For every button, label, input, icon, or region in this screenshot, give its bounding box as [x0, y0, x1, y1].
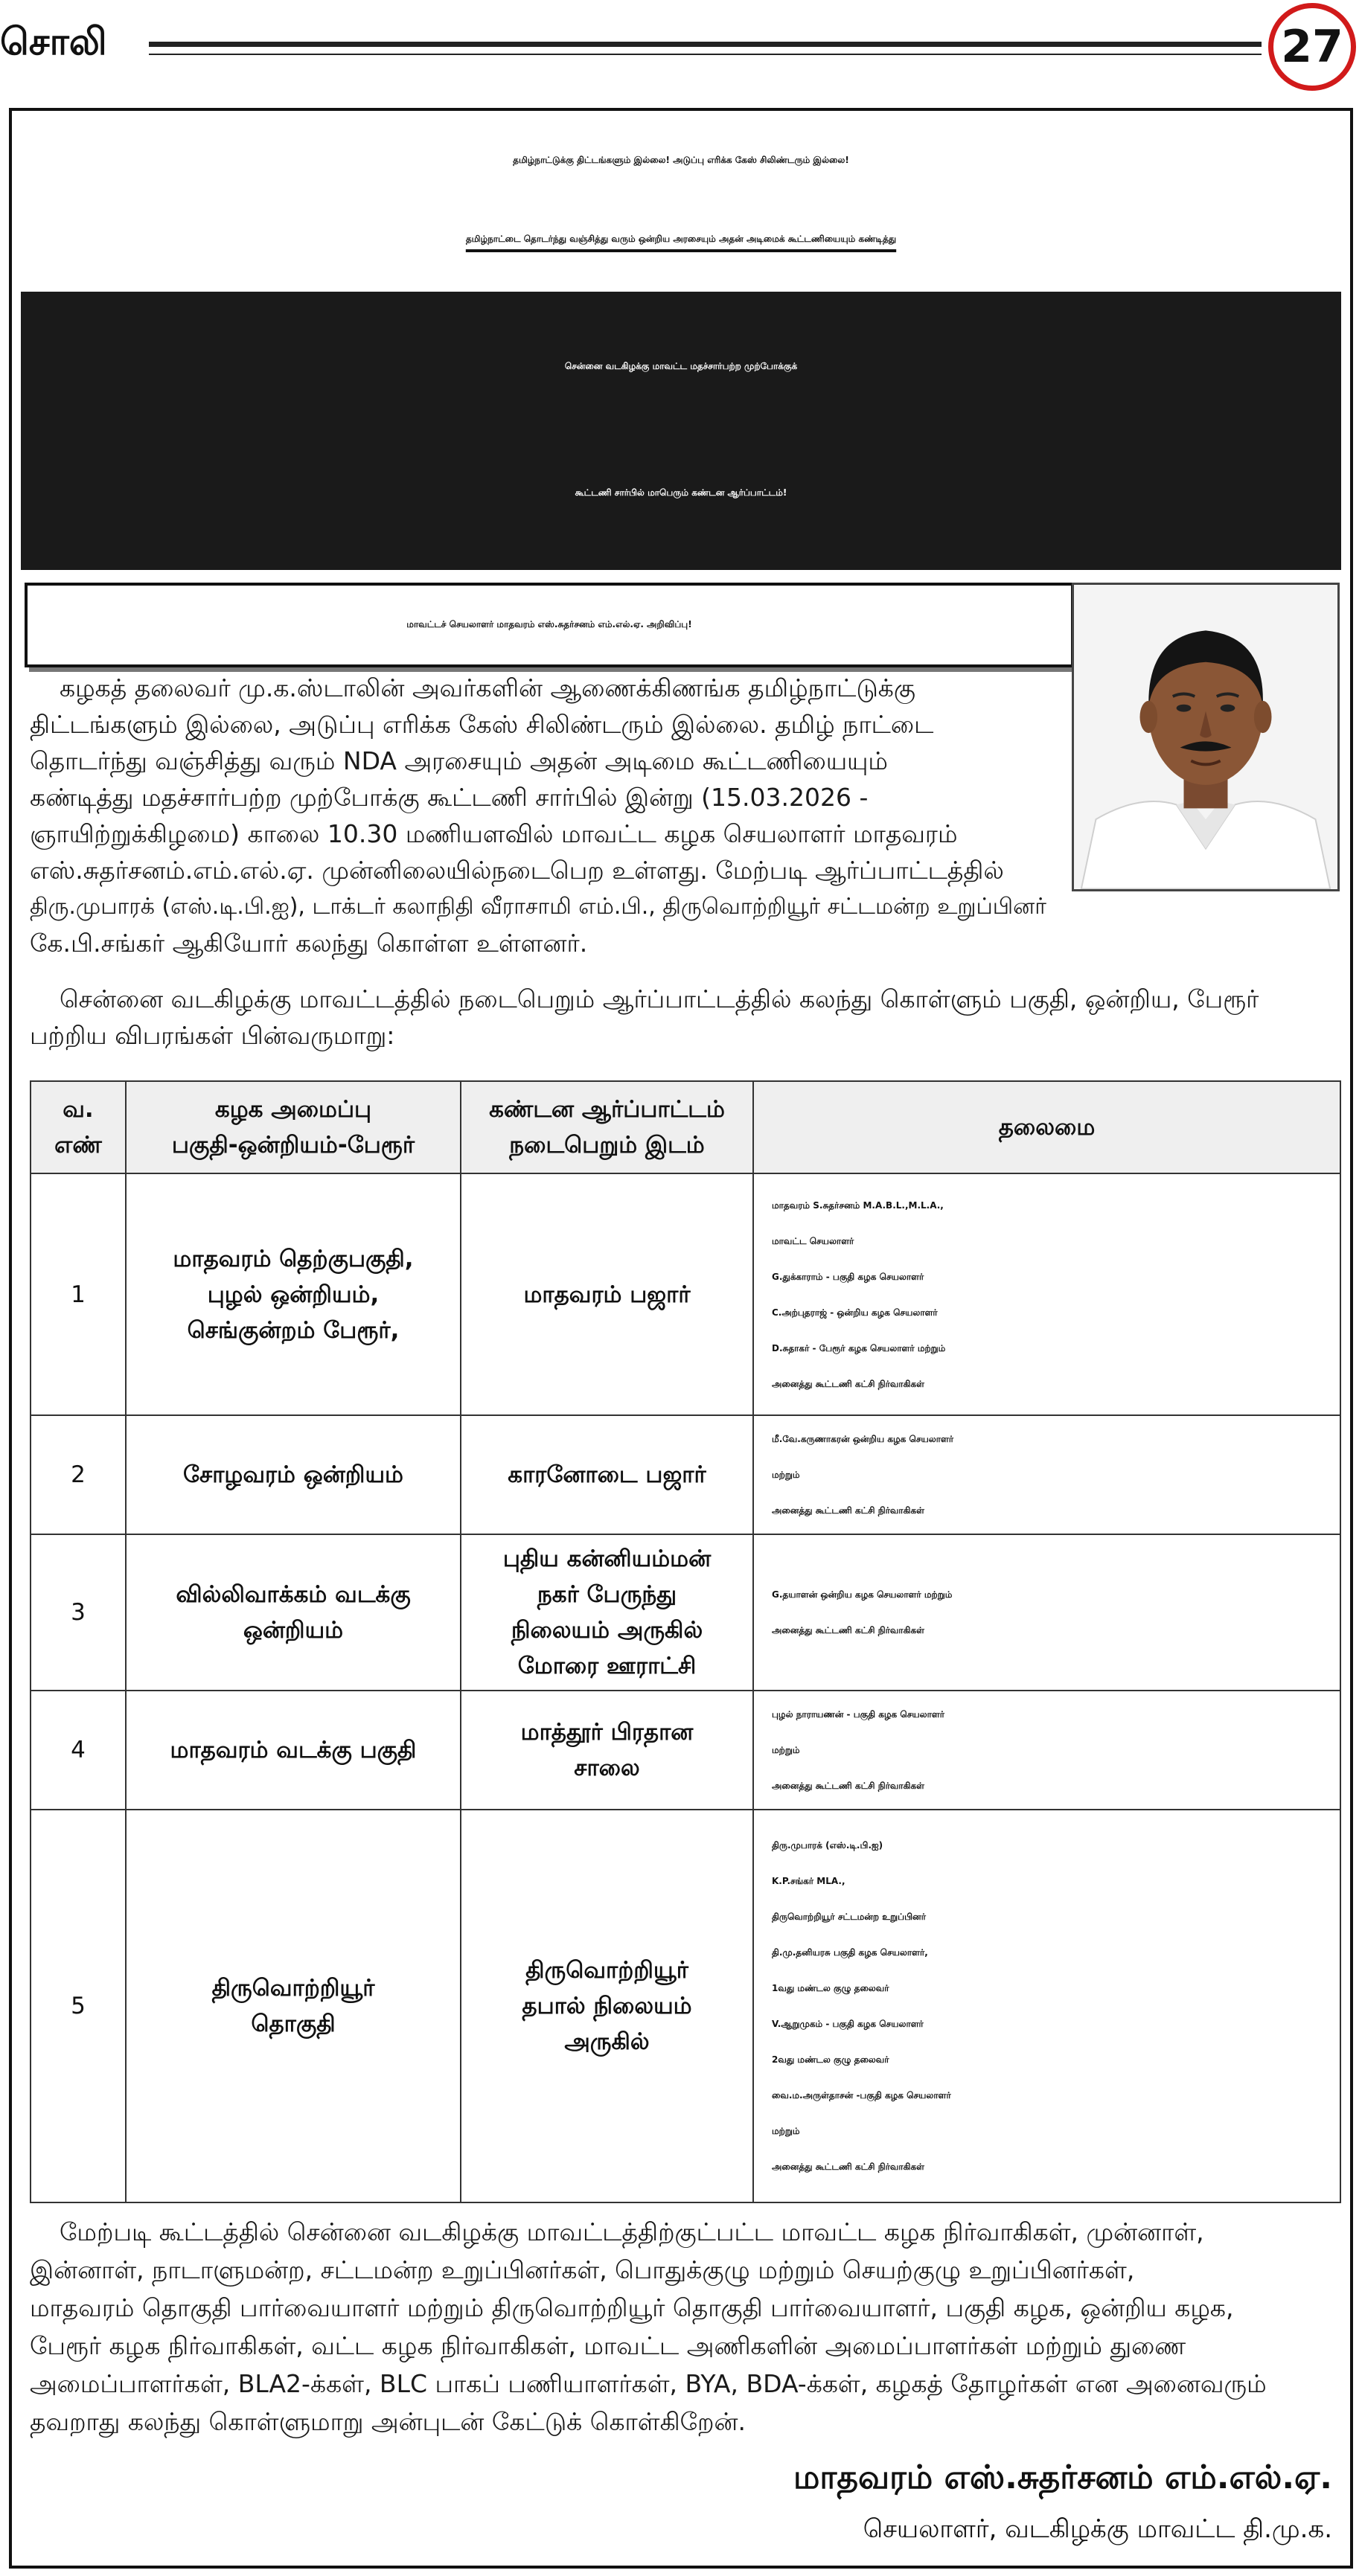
- intro-line: தொடர்ந்து வஞ்சித்து வரும் NDA அரசையும் அதன் அடிமை கூட்டணியையும்: [30, 746, 888, 775]
- main-banner: [21, 292, 1341, 570]
- closing-line: மாதவரம் தொகுதி பார்வையாளர் மற்றும் திருவொற்றியூர் தொகுதி பார்வையாளர், பகுதி கழக, ஒன்றிய கழக,: [30, 2293, 1234, 2322]
- intro-line: ஞாயிற்றுக்கிழமை) காலை 10.30 மணியளவில் மாவட்ட கழக செயலாளர் மாதவரம்: [30, 819, 958, 848]
- table-row: [31, 1534, 1340, 1691]
- table-row: [31, 1415, 1340, 1534]
- closing-line: பேரூர் கழக நிர்வாகிகள், வட்ட கழக நிர்வாகிகள், மாவட்ட அணிகளின் அமைப்பாளர்கள் மற்றும் துணை: [30, 2331, 1186, 2360]
- intro-line: கே.பி.சங்கர் ஆகியோர் கலந்து கொள்ள உள்ளனர்.: [30, 929, 588, 958]
- page-number: 27: [1268, 3, 1356, 91]
- intro-line: கண்டித்து மதச்சார்பற்ற முற்போக்கு கூட்டணி சார்பில் இன்று (15.03.2026 -: [30, 783, 869, 812]
- closing-line: இன்னாள், நாடாளுமன்ற, சட்டமன்ற உறுப்பினர்கள், பொதுக்குழு மற்றும் செயற்குழு உறுப்பினர்கள்,: [30, 2255, 1135, 2284]
- cell-unit: திருவொற்றியூர் தொகுதி: [126, 1810, 461, 2202]
- newspaper-name: சொலி: [0, 20, 107, 63]
- intro-line: திட்டங்களும் இல்லை, அடுப்பு எரிக்க கேஸ் சிலிண்டரும் இல்லை. தமிழ் நாட்டை: [30, 710, 934, 739]
- cell-unit: வில்லிவாக்கம் வடக்கு ஒன்றியம்: [126, 1534, 461, 1691]
- cell-unit: சோழவரம் ஒன்றியம்: [126, 1415, 461, 1534]
- closing-line: தவறாது கலந்து கொள்ளுமாறு அன்புடன் கேட்டுக் கொள்கிறேன்.: [30, 2407, 746, 2436]
- banner-line-2: கூட்டணி சார்பில் மாபெரும் கண்டன ஆர்ப்பாட்டம்!: [575, 487, 787, 498]
- cell-unit: மாதவரம் தெற்குபகுதி, புழல் ஒன்றியம், செங்குன்றம் பேரூர்,: [126, 1173, 461, 1415]
- signature-title: செயலாளர், வடகிழக்கு மாவட்ட தி.மு.க.: [863, 2514, 1332, 2544]
- headline-2: தமிழ்நாட்டை தொடர்ந்து வஞ்சித்து வரும் ஒன்றிய அரசையும் அதன் அடிமைக் கூட்டணியையும் கண்டித்து: [465, 234, 897, 244]
- header-venue: கண்டன ஆர்ப்பாட்டம் நடைபெறும் இடம்: [461, 1081, 753, 1173]
- cell-unit: மாதவரம் வடக்கு பகுதி: [126, 1691, 461, 1810]
- table-row: [31, 1810, 1340, 2202]
- table-row: [31, 1173, 1340, 1415]
- cell-serial: 5: [31, 1810, 126, 2202]
- cell-venue: மாத்தூர் பிரதான சாலை: [461, 1691, 753, 1810]
- closing-line: மேற்படி கூட்டத்தில் சென்னை வடகிழக்கு மாவட்டத்திற்குட்பட்ட மாவட்ட கழக நிர்வாகிகள், முன்னாள்,: [60, 2217, 1204, 2246]
- header-leaders: தலைமை: [753, 1081, 1340, 1173]
- notice-heading: மாவட்டச் செயலாளர் மாதவரம் எஸ்.சுதர்சனம் எம்.எல்.ஏ. அறிவிப்பு!: [25, 583, 1074, 667]
- cell-leaders: மாதவரம் S.சுதர்சனம் M.A.B.L.,M.L.A., மாவட்ட செயலாளர் G.துக்காராம் - பகுதி கழக செயலாளர் C.அற்புதராஜ் - ஒன்றிய கழக செயலாளர் D.சுதாகர் - பேரூர் கழக செயலாளர் மற்றும் அனைத்து கூட்டணி கட்சி நிர்வாகிகள்: [753, 1173, 1340, 1415]
- header-unit: கழக அமைப்பு பகுதி-ஒன்றியம்-பேரூர்: [126, 1081, 461, 1173]
- cell-venue: திருவொற்றியூர் தபால் நிலையம் அருகில்: [461, 1810, 753, 2202]
- cell-serial: 3: [31, 1534, 126, 1691]
- details-intro-line: பற்றிய விபரங்கள் பின்வருமாறு:: [30, 1021, 395, 1050]
- headline-1: தமிழ்நாட்டுக்கு திட்டங்களும் இல்லை! அடுப்பு எரிக்க கேஸ் சிலிண்டரும் இல்லை!: [513, 155, 849, 165]
- details-intro-line: சென்னை வடகிழக்கு மாவட்டத்தில் நடைபெறும் ஆர்ப்பாட்டத்தில் கலந்து கொள்ளும் பகுதி, ஒன்றிய, பேரூர்: [60, 984, 1259, 1013]
- intro-line: எஸ்.சுதர்சனம்.எம்.எல்.ஏ. முன்னிலையில்நடைபெற உள்ளது. மேற்படி ஆர்ப்பாட்டத்தில்: [30, 856, 1004, 885]
- table-header-row: [31, 1081, 1340, 1173]
- header-rule-thin: [149, 54, 1262, 55]
- page-header: [0, 0, 1362, 100]
- cell-venue: புதிய கன்னியம்மன் நகர் பேருந்து நிலையம் அருகில் மோரை ஊராட்சி: [461, 1534, 753, 1691]
- protest-venue-table: [30, 1080, 1341, 2203]
- cell-venue: மாதவரம் பஜார்: [461, 1173, 753, 1415]
- secretary-photo: [1072, 583, 1340, 891]
- cell-leaders: மீ.வே.கருணாகரன் ஒன்றிய கழக செயலாளர் மற்றும் அனைத்து கூட்டணி கட்சி நிர்வாகிகள்: [753, 1415, 1340, 1534]
- cell-serial: 4: [31, 1691, 126, 1810]
- banner-line-1: சென்னை வடகிழக்கு மாவட்ட மதச்சார்பற்ற முற்போக்குக்: [564, 361, 798, 371]
- cell-venue: காரனோடை பஜார்: [461, 1415, 753, 1534]
- closing-line: அமைப்பாளர்கள், BLA2-க்கள், BLC பாகப் பணியாளர்கள், BYA, BDA-க்கள், கழகத் தோழர்கள் என அனைவரும்: [30, 2369, 1267, 2398]
- intro-line: திரு.முபாரக் (எஸ்.டி.பி.ஐ), டாக்டர் கலாநிதி வீராசாமி எம்.பி., திருவொற்றியூர் சட்டமன்ற உறுப்பினர்: [30, 894, 1046, 920]
- signature-name: மாதவரம் எஸ்.சுதர்சனம் எம்.எல்.ஏ.: [793, 2458, 1332, 2496]
- intro-line: கழகத் தலைவர் மு.க.ஸ்டாலின் அவர்களின் ஆணைக்கிணங்க தமிழ்நாட்டுக்கு: [60, 673, 916, 702]
- header-serial: வ. எண்: [31, 1081, 126, 1173]
- table-row: [31, 1691, 1340, 1810]
- cell-leaders: G.தயாளன் ஒன்றிய கழக செயலாளர் மற்றும் அனைத்து கூட்டணி கட்சி நிர்வாகிகள்: [753, 1534, 1340, 1691]
- cell-leaders: திரு.முபாரக் (எஸ்.டி.பி.ஐ) K.P.சங்கர் MLA., திருவொற்றியூர் சட்டமன்ற உறுப்பினர் தி.மு.தனியரசு பகுதி கழக செயலாளர், 1வது மண்டல குழு தலைவர் V.ஆறுமுகம் - பகுதி கழக செயலாளர் 2வது மண்டல குழு தலைவர் வை.ம.அருள்தாசன் -பகுதி கழக செயலாளர் மற்றும் அனைத்து கூட்டணி கட்சி நிர்வாகிகள்: [753, 1810, 1340, 2202]
- cell-serial: 1: [31, 1173, 126, 1415]
- header-rule: [149, 42, 1262, 47]
- cell-leaders: புழல் நாராயணன் - பகுதி கழக செயலாளர் மற்றும் அனைத்து கூட்டணி கட்சி நிர்வாகிகள்: [753, 1691, 1340, 1810]
- cell-serial: 2: [31, 1415, 126, 1534]
